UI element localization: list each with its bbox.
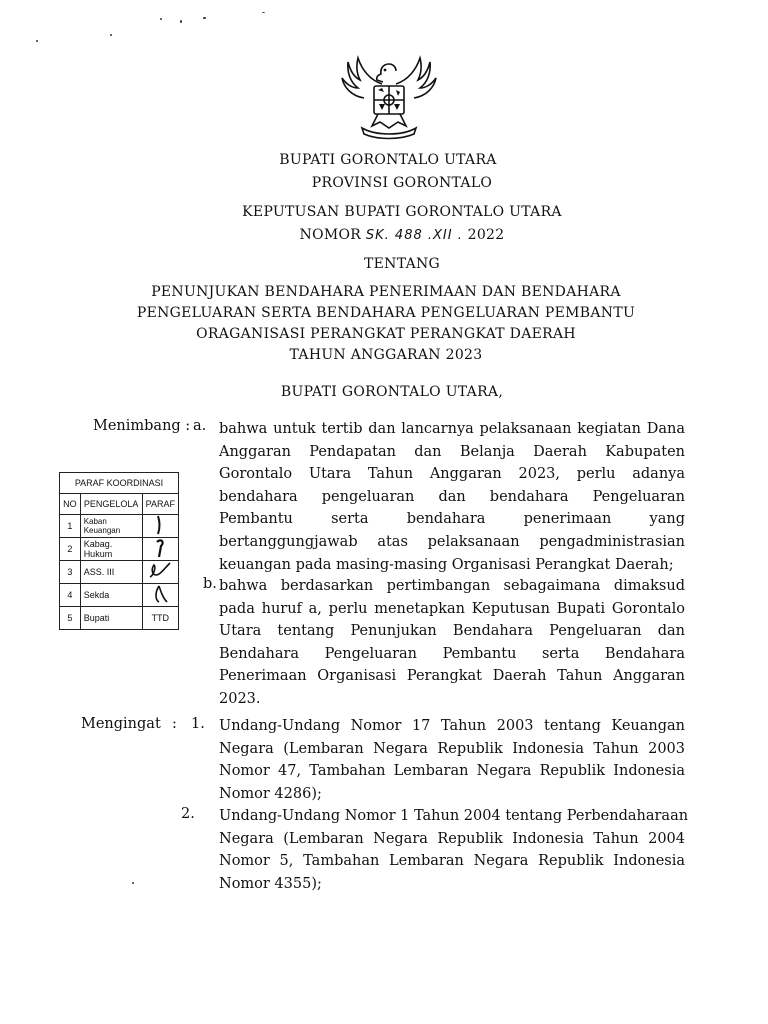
text-line: Nomor 4286); xyxy=(219,785,322,802)
text-line: bendahara pengeluaran dan bendahara Pengeluaran xyxy=(219,488,685,505)
row-number: 2 xyxy=(60,538,81,561)
row-number: 5 xyxy=(60,607,81,630)
text-line: Undang-Undang Nomor 17 Tahun 2003 tentang Keuangan xyxy=(219,718,685,734)
text-line: Utara tentang Penunjukan Bendahara Pengeluaran dan xyxy=(219,623,685,640)
signature-mark-icon xyxy=(148,561,172,581)
table-row xyxy=(60,561,179,584)
text-line: Negara (Lembaran Negara Republik Indonesia Tahun 2003 xyxy=(219,740,685,757)
scan-speck xyxy=(132,882,134,884)
column-header: PARAF xyxy=(142,494,178,515)
signature-mark-icon xyxy=(150,538,170,558)
subject-line-3: ORAGANISASI PERANGKAT PERANGKAT DAERAH xyxy=(196,326,576,342)
scan-speck xyxy=(110,34,112,36)
table-row xyxy=(60,607,179,630)
text-line: Anggaran Pendapatan dan Belanja Daerah Kabupaten xyxy=(219,443,685,460)
row-pengelola: Bupati xyxy=(80,607,142,630)
text-line: Nomor 4355); xyxy=(219,875,322,892)
row-pengelola: ASS. III xyxy=(80,561,142,584)
row-pengelola: Kabag. Hukum xyxy=(80,538,142,561)
text-line: Gorontalo Utara Tahun Anggaran 2023, perlu adanya xyxy=(219,466,685,483)
decree-title: KEPUTUSAN BUPATI GORONTALO UTARA xyxy=(242,204,562,220)
text-line: bahwa untuk tertib dan lancarnya pelaksanaan kegiatan Dana xyxy=(219,421,685,437)
garuda-emblem-icon xyxy=(338,54,440,144)
mengingat-item-1 xyxy=(219,715,685,805)
menimbang-label: Menimbang : xyxy=(93,418,191,434)
subject-line-1: PENUNJUKAN BENDAHARA PENERIMAAN DAN BENDAHARA xyxy=(151,284,621,300)
mengingat-marker-2: 2. xyxy=(181,806,195,822)
decree-number-prefix: NOMOR xyxy=(299,227,362,243)
paraf-cell: TTD xyxy=(142,607,178,630)
menimbang-marker-a: a. xyxy=(193,418,207,434)
text-line: bertanggungjawab atas pelaksanaan pengadministrasian xyxy=(219,533,685,550)
row-number: 4 xyxy=(60,584,81,607)
tentang-heading: TENTANG xyxy=(363,256,441,272)
paraf-koordinasi-table xyxy=(59,472,179,630)
menimbang-marker-b: b. xyxy=(203,576,217,592)
column-header: NO xyxy=(60,494,81,515)
subject-line-4: TAHUN ANGGARAN 2023 xyxy=(289,347,483,363)
column-header: PENGELOLA xyxy=(80,494,142,515)
mengingat-colon: : xyxy=(172,716,177,732)
row-pengelola: Sekda xyxy=(80,584,142,607)
mengingat-item-2 xyxy=(219,805,689,895)
signature-mark-icon xyxy=(150,584,170,604)
text-line: Nomor 47, Tambahan Lembaran Negara Republik Indonesia xyxy=(219,763,685,780)
scan-speck xyxy=(160,18,162,20)
text-line: bahwa berdasarkan pertimbangan sebagaimana dimaksud xyxy=(219,578,685,594)
scan-speck xyxy=(262,12,265,13)
scan-speck xyxy=(36,40,38,42)
row-number: 3 xyxy=(60,561,81,584)
text-line: pada huruf a, perlu menetapkan Keputusan Bupati Gorontalo xyxy=(219,600,685,617)
text-line: keuangan pada masing-masing Organisasi Perangkat Daerah; xyxy=(219,556,674,573)
paraf-cell xyxy=(142,584,178,607)
table-title-row xyxy=(60,473,179,494)
province-title: PROVINSI GORONTALO xyxy=(311,175,493,191)
regent-title: BUPATI GORONTALO UTARA xyxy=(279,152,497,168)
text-line: Undang-Undang Nomor 1 Tahun 2004 tentang Perbendaharaan xyxy=(219,808,689,824)
paraf-cell xyxy=(142,538,178,561)
text-line: 2023. xyxy=(219,690,261,707)
text-line: Nomor 5, Tambahan Lembaran Negara Republik Indonesia xyxy=(219,853,685,870)
row-number: 1 xyxy=(60,515,81,538)
table-row xyxy=(60,538,179,561)
decree-year: 2022 xyxy=(467,227,505,243)
scan-speck xyxy=(180,20,182,23)
text-line: Penerimaan Organisasi Perangkat Daerah Tahun Anggaran xyxy=(219,668,685,685)
scan-speck xyxy=(203,17,206,19)
table-title: PARAF KOORDINASI xyxy=(60,473,179,494)
text-line: Negara (Lembaran Negara Republik Indonesia Tahun 2004 xyxy=(219,830,685,847)
paraf-cell xyxy=(142,561,178,584)
subject-line-2: PENGELUARAN SERTA BENDAHARA PENGELUARAN PEMBANTU xyxy=(136,305,636,321)
paraf-cell xyxy=(142,515,178,538)
text-line: Pembantu serta bendahara penerimaan yang xyxy=(219,511,685,528)
mengingat-label: Mengingat xyxy=(81,716,161,732)
decree-number xyxy=(18,227,768,243)
signature-mark-icon xyxy=(150,515,170,535)
row-pengelola: Kaban Keuangan xyxy=(80,515,142,538)
table-header-row xyxy=(60,494,179,515)
authority-line: BUPATI GORONTALO UTARA, xyxy=(280,384,504,400)
table-row xyxy=(60,584,179,607)
menimbang-paragraph-a xyxy=(219,418,685,576)
mengingat-marker-1: 1. xyxy=(191,716,205,732)
text-line: Bendahara Pengeluaran Pembantu serta Bendahara xyxy=(219,645,685,662)
table-row xyxy=(60,515,179,538)
decree-number-handwritten: SK. 488 .XII . xyxy=(365,228,463,243)
menimbang-paragraph-b xyxy=(219,575,685,711)
